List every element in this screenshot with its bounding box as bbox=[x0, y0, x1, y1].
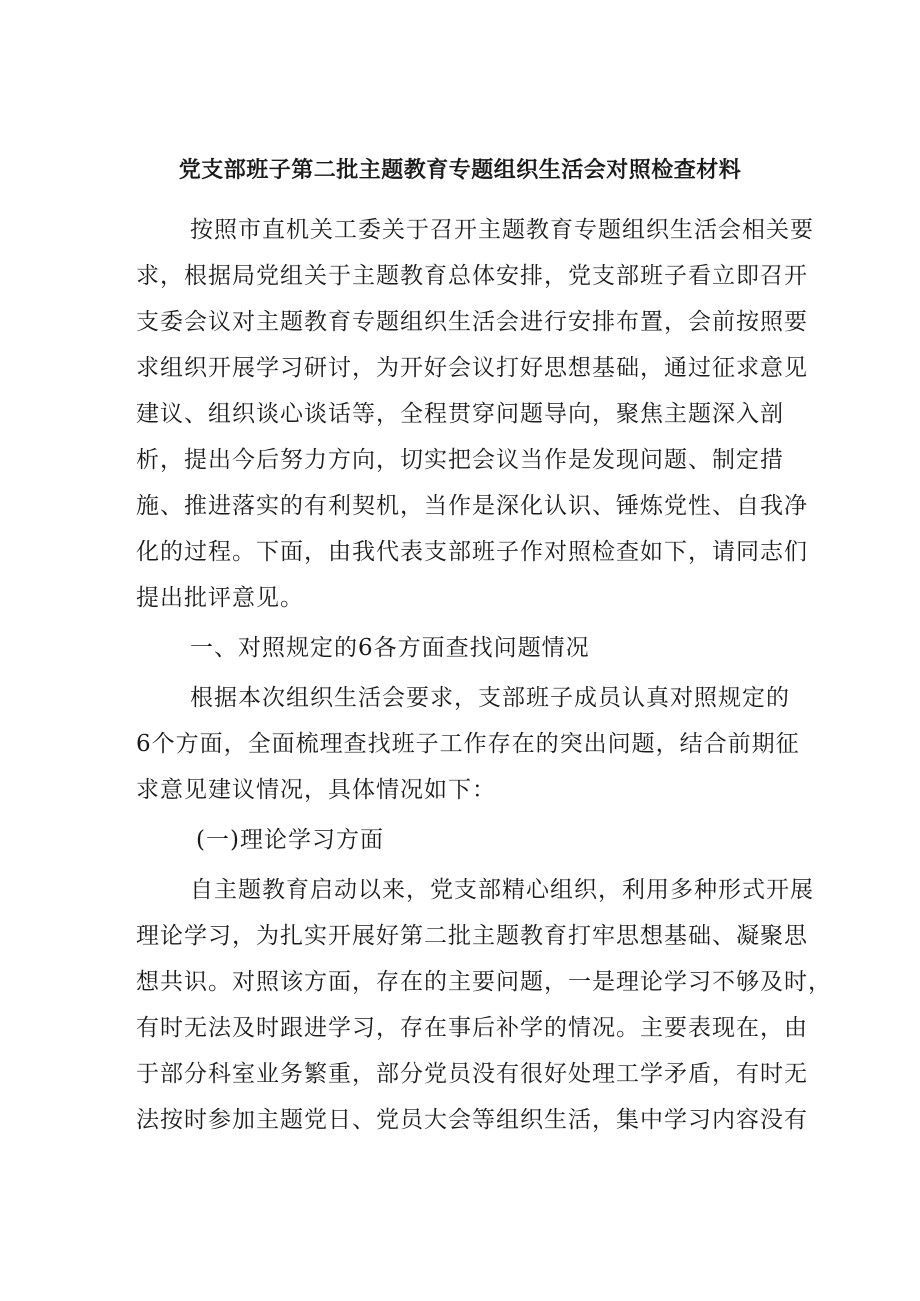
paragraph-line: 想共识。对照该方面，存在的主要问题，一是理论学习不够及时， bbox=[136, 969, 832, 995]
paragraph-line: 析，提出今后努力方向，切实把会议当作是发现问题、制定措 bbox=[136, 447, 784, 473]
paragraph-line: 提出批评意见。 bbox=[136, 585, 304, 611]
paragraph-line: 建议、组织谈心谈话等，全程贯穿问题导向，聚焦主题深入剖 bbox=[136, 401, 784, 427]
paragraph-line: 理论学习，为扎实开展好第二批主题教育打牢思想基础、凝聚思 bbox=[136, 923, 808, 949]
paragraph-line: 求组织开展学习研讨，为开好会议打好思想基础，通过征求意见 bbox=[136, 355, 808, 381]
subsection-heading: (一)理论学习方面 bbox=[196, 827, 384, 853]
paragraph-line: 6个方面，全面梳理查找班子工作存在的突出问题，结合前期征 bbox=[136, 731, 800, 757]
section-heading: 一、对照规定的6各方面查找问题情况 bbox=[190, 635, 590, 661]
paragraph-line: 求，根据局党组关于主题教育总体安排，党支部班子看立即召开 bbox=[136, 263, 808, 289]
paragraph-line: 化的过程。下面，由我代表支部班子作对照检查如下，请同志们 bbox=[136, 539, 808, 565]
paragraph-line: 根据本次组织生活会要求，支部班子成员认真对照规定的 bbox=[190, 685, 790, 711]
paragraph-line: 施、推进落实的有利契机，当作是深化认识、锤炼党性、自我净 bbox=[136, 493, 808, 519]
paragraph-line: 于部分科室业务繁重，部分党员没有很好处理工学矛盾，有时无 bbox=[136, 1061, 808, 1087]
paragraph-line: 支委会议对主题教育专题组织生活会进行安排布置，会前按照要 bbox=[136, 309, 808, 335]
paragraph-line: 有时无法及时跟进学习，存在事后补学的情况。主要表现在，由 bbox=[136, 1015, 808, 1041]
paragraph-line: 求意见建议情况，具体情况如下： bbox=[136, 777, 496, 803]
document-title: 党支部班子第二批主题教育专题组织生活会对照检查材料 bbox=[178, 157, 742, 183]
paragraph-line: 自主题教育启动以来，党支部精心组织，利用多种形式开展 bbox=[190, 877, 814, 903]
paragraph-line: 法按时参加主题党日、党员大会等组织生活，集中学习内容没有 bbox=[136, 1107, 808, 1133]
paragraph-line: 按照市直机关工委关于召开主题教育专题组织生活会相关要 bbox=[190, 217, 814, 243]
